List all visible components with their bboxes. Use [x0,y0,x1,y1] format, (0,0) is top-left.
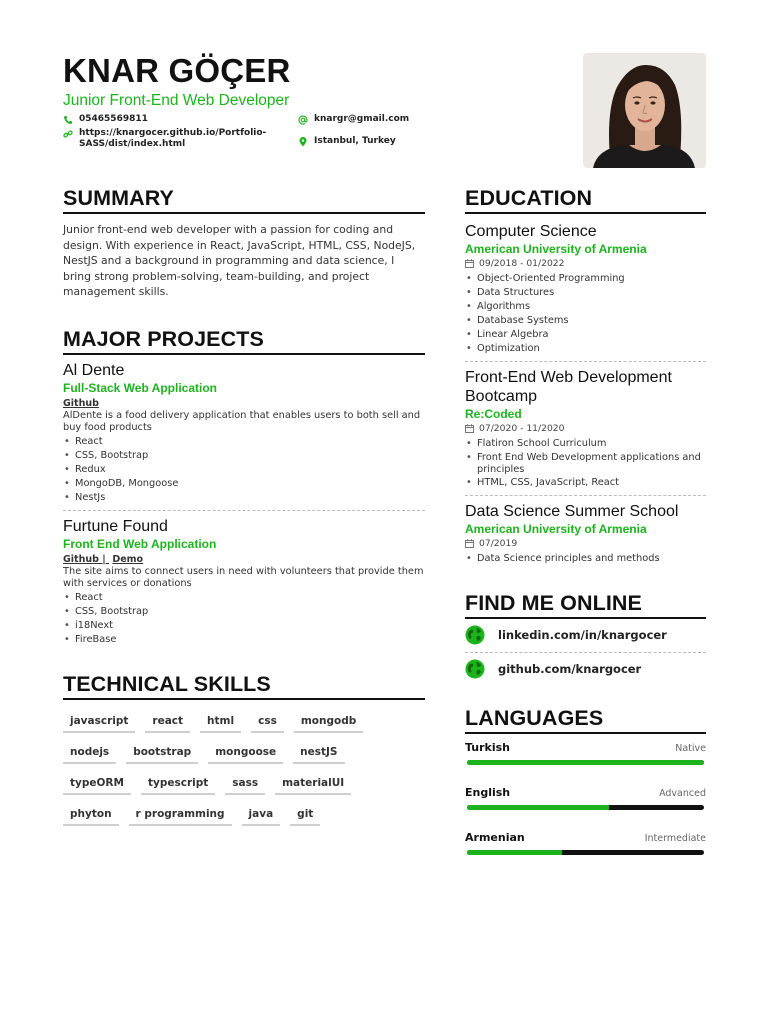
proficiency-fill [467,805,609,810]
project-name: Al Dente [63,361,125,379]
list-item: • Data Structures [465,286,706,300]
language-level: Intermediate [644,833,706,844]
skill-tag: nestJS [293,744,344,764]
project-links [63,398,425,409]
resume-header [63,52,563,162]
contact-info [63,114,563,162]
skills-list [63,713,425,837]
skill-tag: java [242,806,281,826]
date-text: 07/2020 - 11/2020 [479,423,565,434]
list-item: • Database Systems [465,314,706,328]
skills-title: TECHNICAL SKILLS [63,672,425,700]
education-entry [465,368,706,490]
list-item: • NestJs [63,491,425,505]
proficiency-bar [467,805,704,810]
link-icon [63,129,73,139]
skill-tag: typeORM [63,775,131,795]
language-name: Armenian [465,831,525,844]
divider [465,495,706,496]
project-furtune-found [63,517,425,647]
date-text: 09/2018 - 01/2022 [479,258,565,269]
globe-icon [465,659,485,679]
education-title: EDUCATION [465,186,706,214]
school-name: American University of Armenia [465,522,647,536]
github-profile-text: github.com/knargocer [498,662,642,676]
skill-tag: react [145,713,190,733]
project-description: The site aims to connect users in need with volunteers that provide them with services or donations [63,565,424,589]
course-list [465,437,706,490]
divider [465,361,706,362]
globe-icon [465,625,485,645]
language-level: Native [675,743,706,754]
demo-link[interactable]: Demo [112,553,144,565]
list-item: • Redux [63,463,425,477]
right-column [465,186,706,855]
skill-tag: sass [225,775,265,795]
date-range [465,258,706,269]
skill-tag: html [200,713,241,733]
calendar-icon [465,539,474,548]
skill-tag: mongodb [294,713,363,733]
degree-name: Data Science Summer School [465,503,679,520]
list-item: • Object-Oriented Programming [465,272,706,286]
proficiency-bar [467,760,704,765]
project-links [63,554,425,565]
list-item: • HTML, CSS, JavaScript, React [465,476,706,490]
project-al-dente [63,361,425,505]
contact-phone[interactable] [63,114,148,125]
divider [63,510,425,511]
projects-title: MAJOR PROJECTS [63,327,425,355]
degree-name: Computer Science [465,223,597,240]
skill-tag: css [251,713,284,733]
phone-text: 05465569811 [79,114,148,124]
list-item: • React [63,591,425,605]
phone-icon [63,115,73,125]
skill-tag: javascript [63,713,135,733]
list-item: • Optimization [465,342,706,356]
skill-tag: git [290,806,320,826]
skill-tag: typescript [141,775,215,795]
language-name: English [465,786,511,799]
at-icon [298,115,308,125]
degree-name: Front-End Web Development Bootcamp [465,369,672,405]
location-text: Istanbul, Turkey [314,136,396,146]
list-item: • React [63,435,425,449]
link-separator: | [98,553,110,565]
project-type: Front End Web Application [63,536,217,551]
calendar-icon [465,424,474,433]
calendar-icon [465,259,474,268]
left-column [63,186,425,837]
list-item: • i18Next [63,619,425,633]
list-item: • FireBase [63,633,425,647]
location-pin-icon [298,137,308,147]
website-text: https://knargocer.github.io/Portfolio-SASS/dist/index.html [79,128,267,149]
proficiency-fill [467,760,704,765]
skill-tag: nodejs [63,744,116,764]
skill-tag: materialUI [275,775,351,795]
contact-location [298,136,396,147]
project-tech-list [63,591,425,647]
course-list [465,552,706,566]
github-link[interactable]: Github [63,397,99,409]
email-text: knargr@gmail.com [314,114,410,124]
language-english [465,786,706,810]
project-name: Furtune Found [63,517,168,535]
profile-photo [583,53,706,168]
contact-email[interactable] [298,114,409,125]
summary-text: Junior front-end web developer with a passion for coding and design. With experience in React, JavaScript, HTML, CSS, NodeJS, NestJS and a background in programming and data science, I bring strong problem-solving, team-building, and project management skills. [63,223,416,298]
skill-tag: mongoose [208,744,283,764]
language-turkish [465,741,706,765]
education-entry [465,502,706,566]
list-item: • MongoDB, Mongoose [63,477,425,491]
proficiency-bar [467,850,704,855]
github-link[interactable]: Github [63,553,99,565]
project-tech-list [63,435,425,505]
date-range [465,423,706,434]
list-item: • CSS, Bootstrap [63,449,425,463]
github-profile-link[interactable] [465,653,706,686]
skill-tag: phyton [63,806,119,826]
language-level: Advanced [659,788,706,799]
list-item: • Flatiron School Curriculum [465,437,706,451]
skill-tag: bootstrap [126,744,198,764]
list-item: • CSS, Bootstrap [63,605,425,619]
linkedin-text: linkedin.com/in/knargocer [498,628,667,642]
list-item: • Front End Web Development applications and principles [465,452,706,476]
languages-title: LANGUAGES [465,706,706,734]
candidate-role: Junior Front-End Web Developer [63,92,290,109]
project-type: Full-Stack Web Application [63,380,218,395]
proficiency-fill [467,850,562,855]
list-item: • Data Science principles and methods [465,552,706,566]
language-armenian [465,831,706,855]
date-range [465,538,706,549]
linkedin-link[interactable] [465,619,706,652]
list-item: • Linear Algebra [465,328,706,342]
date-text: 07/2019 [479,538,518,549]
list-item: • Algorithms [465,300,706,314]
online-title: FIND ME ONLINE [465,591,706,619]
language-name: Turkish [465,741,511,754]
school-name: American University of Armenia [465,242,647,256]
summary-title: SUMMARY [63,186,425,214]
course-list [465,272,706,356]
school-name: Re:Coded [465,407,522,421]
project-description: AlDente is a food delivery application that enables users to both sell and buy food products [63,409,421,433]
contact-website[interactable] [63,128,273,150]
portrait-image [583,53,706,168]
candidate-name: KNAR GÖÇER [63,52,291,89]
skill-tag: r programming [129,806,232,826]
education-entry [465,222,706,356]
